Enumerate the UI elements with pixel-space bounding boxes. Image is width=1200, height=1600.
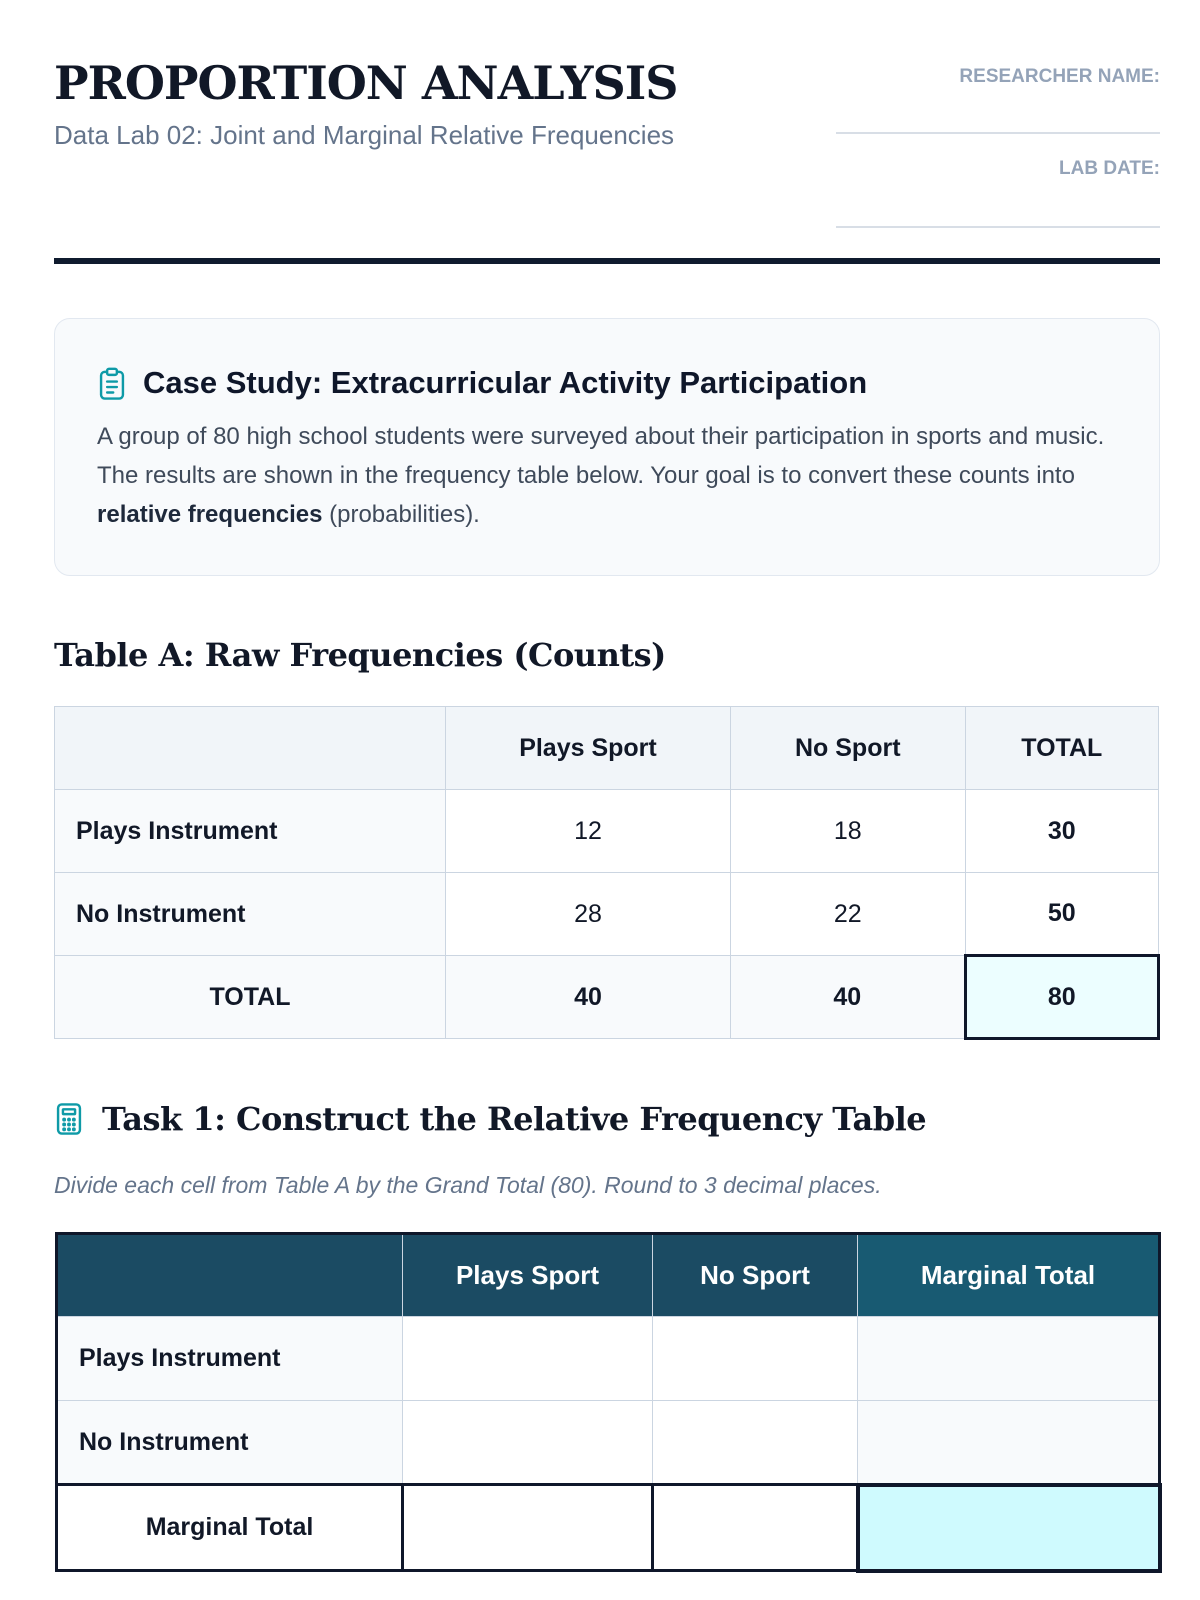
clipboard-icon — [97, 367, 127, 401]
case-study-bold-term: relative frequencies — [97, 501, 323, 528]
row-header: Plays Instrument — [55, 790, 446, 873]
column-header: Plays Sport — [445, 707, 730, 790]
row-header: Plays Instrument — [57, 1317, 403, 1401]
task-1-instruction: Divide each cell from Table A by the Grand Total (80). Round to 3 decimal places. — [54, 1172, 882, 1198]
row-total-cell: 30 — [965, 790, 1158, 873]
row-total-cell: 50 — [965, 873, 1158, 956]
worksheet-page — [54, 0, 1160, 1600]
row-header: No Instrument — [57, 1401, 403, 1485]
calculator-icon — [54, 1102, 84, 1136]
row-header: No Instrument — [55, 873, 446, 956]
grand-total-cell: 80 — [965, 956, 1158, 1039]
researcher-name-field[interactable] — [836, 66, 1160, 134]
answer-cell[interactable] — [653, 1317, 858, 1401]
corner-cell — [55, 707, 446, 790]
count-cell: 28 — [445, 873, 730, 956]
case-study-box — [54, 318, 1160, 576]
lab-date-label: LAB DATE: — [1059, 158, 1160, 179]
marginal-answer-cell[interactable] — [653, 1485, 858, 1571]
case-study-text-part: A group of 80 high school students were surveyed about their participation in sports and music. The results are shown in the frequency table below. Your goal is to convert these counts into — [97, 423, 1105, 489]
table-row — [57, 1317, 1160, 1401]
researcher-name-label: RESEARCHER NAME: — [959, 66, 1160, 87]
raw-frequency-table — [54, 706, 1160, 1040]
case-study-title: Case Study: Extracurricular Activity Participation — [143, 365, 868, 400]
lab-date-field[interactable] — [836, 158, 1160, 228]
worksheet-header — [54, 0, 1160, 264]
marginal-answer-cell[interactable] — [858, 1401, 1160, 1485]
column-total-cell: 40 — [445, 956, 730, 1039]
page-title: PROPORTION ANALYSIS — [54, 56, 678, 110]
corner-cell — [57, 1234, 403, 1317]
count-cell: 18 — [730, 790, 965, 873]
marginal-total-row — [57, 1485, 1160, 1571]
table-row — [55, 790, 1159, 873]
column-header: No Sport — [730, 707, 965, 790]
case-study-text — [97, 417, 1107, 534]
answer-cell[interactable] — [653, 1401, 858, 1485]
total-row — [55, 956, 1159, 1039]
column-header: Marginal Total — [858, 1234, 1160, 1317]
column-header: No Sport — [653, 1234, 858, 1317]
marginal-answer-cell[interactable] — [858, 1317, 1160, 1401]
page-subtitle: Data Lab 02: Joint and Marginal Relative Frequencies — [54, 120, 675, 150]
table-row — [55, 873, 1159, 956]
answer-cell[interactable] — [403, 1317, 653, 1401]
table-header-row — [55, 707, 1159, 790]
relative-frequency-table — [55, 1232, 1162, 1573]
column-header: TOTAL — [965, 707, 1158, 790]
column-header: Plays Sport — [403, 1234, 653, 1317]
count-cell: 12 — [445, 790, 730, 873]
answer-cell[interactable] — [403, 1401, 653, 1485]
grand-total-answer-cell[interactable] — [858, 1485, 1160, 1571]
table-row — [57, 1401, 1160, 1485]
row-header: Marginal Total — [57, 1485, 403, 1571]
count-cell: 22 — [730, 873, 965, 956]
table-a-title: Table A: Raw Frequencies (Counts) — [54, 636, 666, 674]
marginal-answer-cell[interactable] — [403, 1485, 653, 1571]
row-header: TOTAL — [55, 956, 446, 1039]
table-header-row — [57, 1234, 1160, 1317]
column-total-cell: 40 — [730, 956, 965, 1039]
case-study-text-end: (probabilities). — [322, 501, 480, 528]
task-1-title: Task 1: Construct the Relative Frequency Table — [102, 1100, 927, 1138]
